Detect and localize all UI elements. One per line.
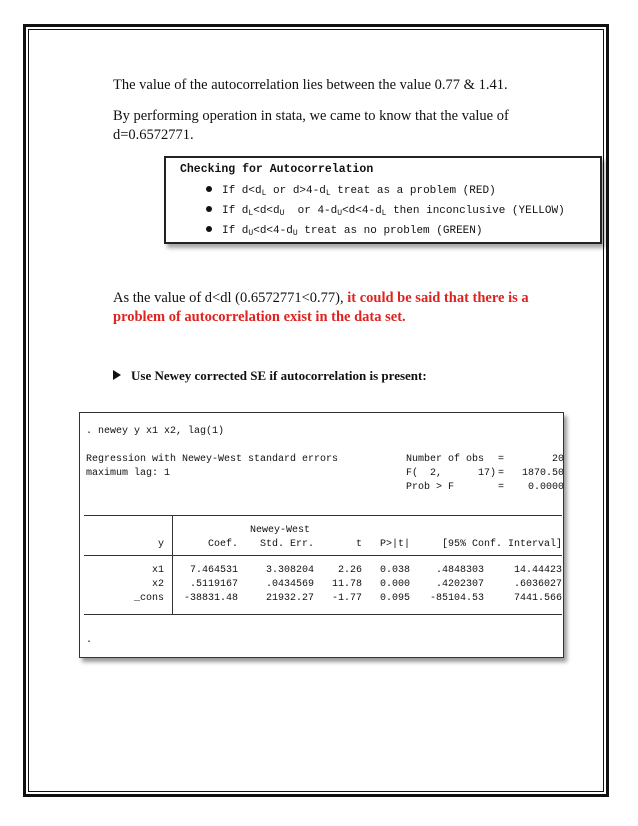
table-bottom-rule: [84, 614, 562, 615]
stat-eq: =: [498, 468, 505, 479]
rules-title: Checking for Autocorrelation: [180, 163, 374, 176]
bullet-icon: [206, 186, 212, 192]
cell-t: 2.26: [337, 565, 362, 576]
section-header-text: Use Newey corrected SE if autocorrelation is present:: [131, 368, 427, 383]
stat-value: 20: [551, 454, 564, 465]
bullet-icon: [206, 206, 212, 212]
stat-value: 1870.50: [521, 468, 564, 479]
column-header-p: P>|t|: [379, 539, 410, 550]
cell-coef: -38831.48: [183, 593, 238, 604]
column-header-y: y: [157, 539, 164, 550]
stat-label: F( 2, 17): [406, 468, 497, 479]
cell-ci-low: .4202307: [435, 579, 484, 590]
cell-coef: 7.464531: [189, 565, 238, 576]
section-header: [113, 368, 427, 384]
arrow-bullet-icon: [113, 370, 121, 380]
table-header-rule: [84, 555, 562, 556]
bullet-icon: [206, 226, 212, 232]
stat-label: Prob > F: [406, 482, 455, 493]
column-header-coef: Coef.: [207, 539, 238, 550]
stata-max-lag: maximum lag: 1: [86, 468, 171, 479]
stata-prompt: .: [86, 635, 93, 646]
conclusion-text: As the value of d<dl (0.6572771<0.77),: [113, 290, 348, 306]
stat-eq: =: [498, 454, 505, 465]
table-top-rule: [84, 515, 562, 516]
cell-se: 21932.27: [265, 593, 314, 604]
column-header-ci: [95% Conf. Interval]: [441, 539, 562, 550]
stat-label: Number of obs: [406, 454, 485, 465]
cell-t: 11.78: [331, 579, 362, 590]
cell-ci-low: -85104.53: [429, 593, 484, 604]
cell-p: 0.000: [379, 579, 410, 590]
row-name: x1: [151, 565, 164, 576]
row-name: _cons: [133, 593, 164, 604]
stata-output-panel: [79, 412, 564, 658]
column-header-se: Std. Err.: [259, 539, 314, 550]
cell-ci-high: .6036027: [513, 579, 562, 590]
stata-description: Regression with Newey-West standard errors: [86, 454, 339, 465]
paragraph-value-range: The value of the autocorrelation lies between the value 0.77 & 1.41.: [113, 77, 508, 93]
cell-ci-high: 14.44423: [513, 565, 562, 576]
cell-se: .0434569: [265, 579, 314, 590]
cell-p: 0.038: [379, 565, 410, 576]
cell-coef: .5119167: [189, 579, 238, 590]
table-column-divider: [172, 515, 173, 615]
paragraph-conclusion: [113, 289, 553, 327]
row-name: x2: [151, 579, 164, 590]
rule-green: If $d_U<d<4-d_U$ treat as no problem (GREEN): [206, 225, 482, 238]
rule-red: If $d<d_L$ or $d>4-d_L$ treat as a problem (RED): [206, 185, 496, 198]
column-group-header: Newey-West: [250, 525, 311, 536]
stat-value: 0.0000: [527, 482, 564, 493]
stata-command: . newey y x1 x2, lag(1): [86, 426, 225, 437]
cell-se: 3.308204: [265, 565, 314, 576]
autocorrelation-rules-box: [164, 156, 602, 244]
cell-ci-high: 7441.566: [513, 593, 562, 604]
column-header-t: t: [355, 539, 362, 550]
paragraph-stata-result: By performing operation in stata, we came to know that the value of d=0.6572771.: [113, 108, 509, 143]
cell-p: 0.095: [379, 593, 410, 604]
cell-ci-low: .4848303: [435, 565, 484, 576]
rule-yellow: If $d_L<d<d_U$ or $4-d_U<d<4-d_L$ then inconclusive (YELLOW): [206, 205, 565, 218]
conclusion-highlight: it could be said that there is a problem of autocorrelation exist in the data set.: [113, 290, 529, 325]
cell-t: -1.77: [331, 593, 362, 604]
stat-eq: =: [498, 482, 505, 493]
